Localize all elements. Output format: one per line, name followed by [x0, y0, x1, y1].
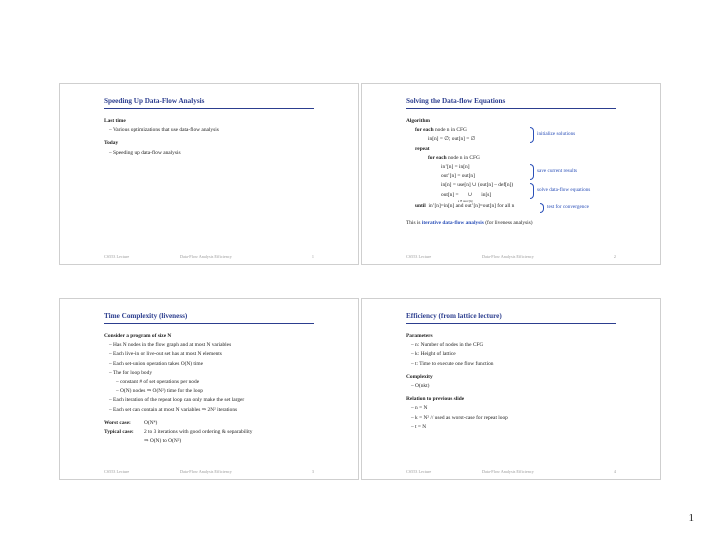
bullet: – Has N nodes in the flow graph and at most N variables — [109, 342, 232, 349]
note-test: test for convergence — [547, 204, 589, 210]
worst-case-value: O(N⁴) — [144, 419, 158, 426]
algo-text: node n in CFG — [434, 127, 467, 134]
slide-body — [104, 117, 340, 158]
bullet: – Each iteration of the repeat loop can only make the set larger — [109, 397, 245, 404]
typical-case-value: 2 to 3 iterations with good ordering & separability — [144, 429, 253, 436]
algo-line-init: in[n] = ∅; out[n] = ∅ — [428, 136, 476, 143]
typical-case-label: Typical case: — [104, 429, 134, 436]
footer-left: CS553 Lecture — [406, 254, 432, 259]
bullet: – The for loop body — [109, 369, 153, 376]
brace-test — [540, 203, 544, 213]
until-condition: in’[n]=in[n] and out’[n]=out[n] for all n — [428, 202, 515, 209]
footer-slide-number: 3 — [311, 469, 314, 474]
sub-bullet: – constant # of set operations per node — [116, 379, 200, 386]
typical-case-value-2: ⇒ O(N) to O(N²) — [144, 438, 182, 445]
algo-line-until — [406, 202, 650, 211]
slide-title: Efficiency (from lattice lecture) — [406, 312, 502, 320]
footer-left: CS553 Lecture — [104, 254, 130, 259]
algo-line-save-in: in’[n] = in[n] — [441, 163, 470, 170]
bullet: – Speeding up data-flow analysis — [109, 149, 181, 156]
eq-out-left: out[n] = — [441, 191, 459, 198]
slide-2 — [361, 83, 661, 265]
algo-line-eq-in: in[n] = use[n] ∪ (out[n] – def[n]) — [441, 182, 514, 189]
brace-init — [530, 127, 534, 143]
sub-bullet: – O(N) nodes ⇒ O(N²) time for the loop — [116, 388, 203, 395]
algorithm-block — [406, 117, 650, 228]
keyword-until: until — [415, 202, 426, 209]
title-rule — [406, 108, 616, 109]
eq-out-right: in[s] — [481, 191, 492, 198]
keyword-for-each: for each — [415, 127, 434, 134]
algorithm-heading: Algorithm — [406, 118, 430, 124]
footer-slide-number: 4 — [613, 469, 616, 474]
slide-4 — [361, 298, 661, 480]
keyword-repeat: repeat — [415, 145, 430, 152]
summary-text: (for liveness analysis) — [483, 219, 533, 226]
heading-relation: Relation to previous slide — [406, 396, 465, 403]
bullet: – n = N — [411, 405, 428, 412]
footer-center: Data-Flow Analysis Efficiency — [482, 254, 534, 259]
footer-center: Data-Flow Analysis Efficiency — [180, 469, 232, 474]
note-initialize: initialize solutions — [537, 131, 576, 137]
algo-line-for — [406, 126, 650, 135]
algo-text: node n in CFG — [447, 154, 480, 161]
union-operator — [457, 191, 480, 203]
union-symbol: ∪ — [467, 191, 473, 198]
worst-case-row — [104, 419, 340, 428]
slide-title: Solving the Data-flow Equations — [406, 97, 506, 105]
footer-slide-number: 2 — [613, 254, 616, 259]
bullet: – n: Number of nodes in the CFG — [411, 342, 484, 349]
heading-complexity: Complexity — [406, 373, 433, 380]
footer-slide-number: 1 — [311, 254, 314, 259]
bullet: – k: Height of lattice — [411, 351, 456, 358]
slide-1 — [59, 83, 359, 265]
slide-3 — [59, 298, 359, 480]
summary-text: This is — [406, 219, 422, 226]
algo-line-inner-for — [406, 154, 650, 163]
worst-case-label: Worst case: — [104, 419, 131, 426]
bullet: – Various optimizations that use data-flow analysis — [109, 127, 219, 134]
note-solve: solve data-flow equations — [537, 187, 591, 193]
keyword-for-each: for each — [428, 154, 447, 161]
heading-last-time: Last time — [104, 118, 126, 124]
slide-title: Time Complexity (liveness) — [104, 312, 188, 320]
slide-body — [104, 332, 340, 446]
note-save: save current results — [537, 168, 578, 174]
bullet: – Each set-union operation takes O(N) time — [109, 360, 204, 367]
bullet: – O(nkt) — [411, 383, 430, 390]
bullet: – Each set can contain at most N variables ⇒ 2N² iterations — [109, 406, 238, 413]
title-rule — [104, 323, 314, 324]
slide-title: Speeding Up Data-Flow Analysis — [104, 97, 205, 105]
union-subscript: s ∈ succ[n] — [457, 198, 473, 203]
algo-line-save-out: out’[n] = out[n] — [441, 173, 475, 180]
footer-center: Data-Flow Analysis Efficiency — [482, 469, 534, 474]
algo-summary — [406, 219, 650, 228]
footer-left: CS553 Lecture — [406, 469, 432, 474]
summary-term: iterative data-flow analysis — [421, 219, 484, 226]
bullet: – t = N — [411, 423, 427, 430]
typical-case-row — [104, 428, 340, 437]
title-rule — [104, 108, 314, 109]
page-number: 1 — [688, 512, 694, 524]
slide-body — [406, 332, 642, 432]
footer-center: Data-Flow Analysis Efficiency — [180, 254, 232, 259]
algo-line-eq-out — [406, 191, 650, 203]
bullet: – k = N² // used as worst-case for repeat loop — [411, 414, 508, 421]
bullet: – t: Time to execute one flow function — [411, 360, 494, 367]
footer-left: CS553 Lecture — [104, 469, 130, 474]
title-rule — [406, 323, 616, 324]
brace-save — [530, 164, 534, 180]
brace-solve — [530, 183, 534, 199]
heading-parameters: Parameters — [406, 333, 433, 339]
heading-today: Today — [104, 140, 119, 147]
bullet: – Each live-in or live-out set has at most N elements — [109, 351, 222, 358]
heading-program-size: Consider a program of size N — [104, 333, 172, 339]
